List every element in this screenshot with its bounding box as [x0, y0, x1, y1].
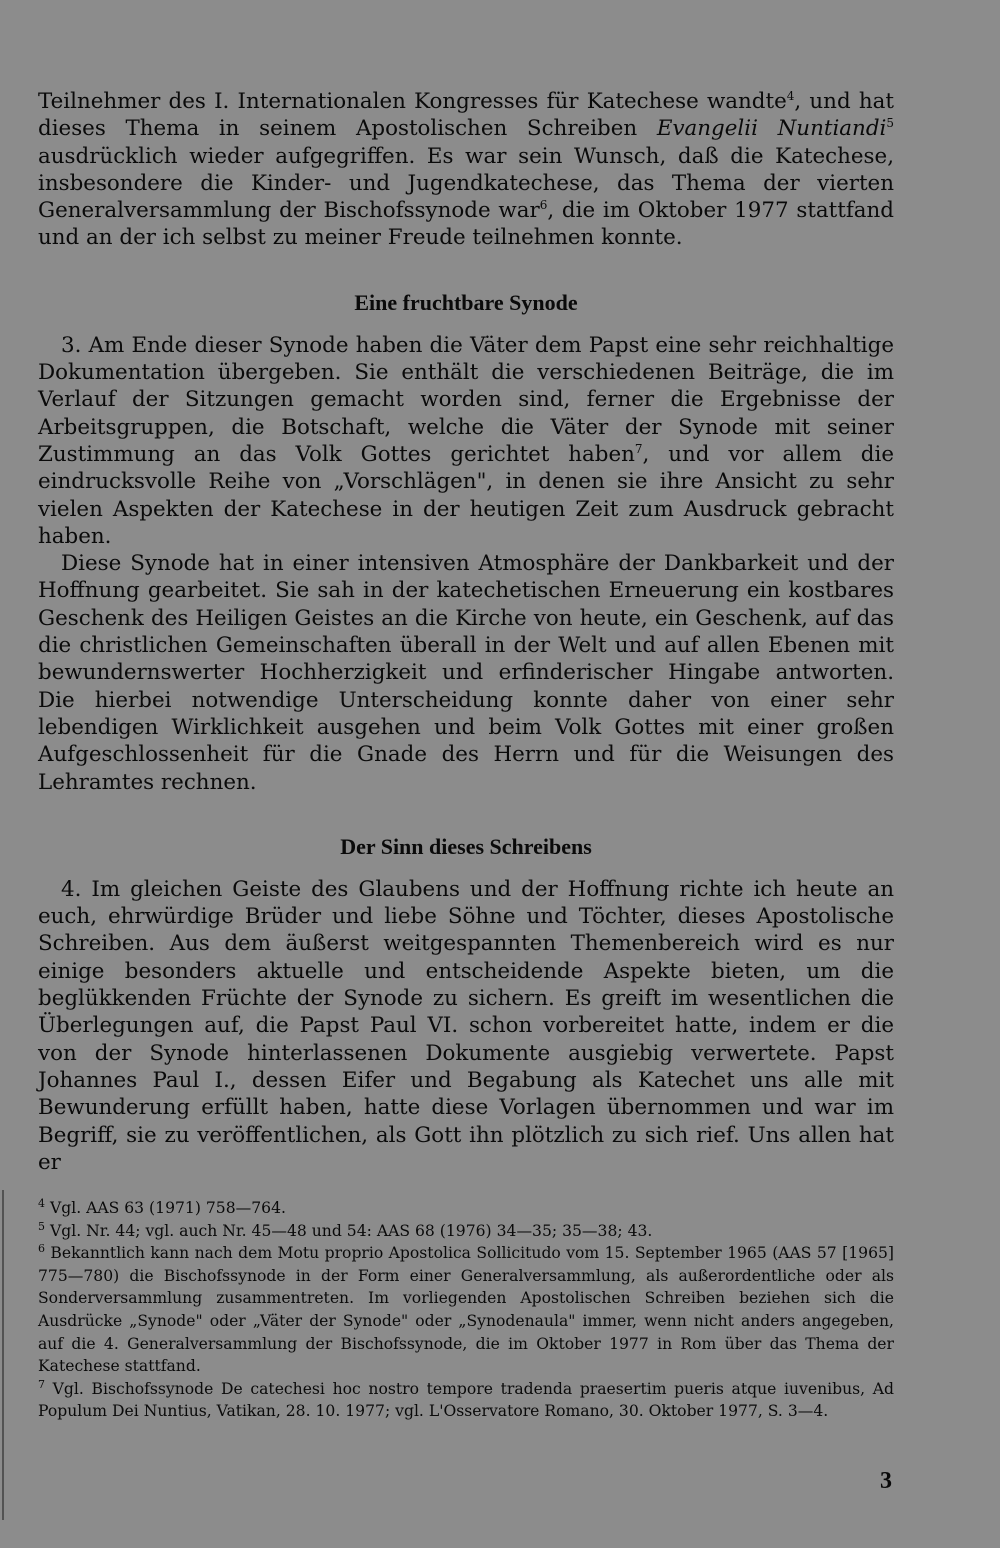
- footnote-ref-6: 6: [539, 198, 548, 213]
- section-heading-synode: Eine fruchtbare Synode: [354, 289, 578, 315]
- page-number: 3: [880, 1468, 892, 1494]
- footnote-number: 4: [38, 1196, 45, 1210]
- paragraph-2-text-b: , und vor allem die eindrucksvolle Reihe von „Vorschlägen", in denen sie ihre Ansicht zu sehr vielen Aspekten der Katechese in der heutigen Zeit zum Ausdruck gebracht haben.: [38, 441, 894, 549]
- footnote-ref-7: 7: [634, 441, 643, 456]
- footnotes: [38, 1197, 894, 1423]
- paragraph-1: [38, 88, 894, 252]
- paragraph-2: [38, 332, 894, 550]
- paragraph-1-text-b: , und hat dieses Thema in seinem Apostolischen Schreiben: [38, 89, 894, 142]
- paragraph-1-text-d: , die im Oktober 1977 stattfand und an der ich selbst zu meiner Freude teilnehmen konnte.: [38, 198, 894, 251]
- footnote-5: [38, 1220, 894, 1243]
- page-body: [38, 88, 894, 1176]
- footnote-ref-5: 5: [886, 116, 894, 131]
- footnote-number: 5: [38, 1219, 45, 1233]
- footnote-number: 6: [38, 1242, 45, 1255]
- footnote-number: 7: [38, 1377, 45, 1391]
- footnote-text: Bekanntlich kann nach dem Motu proprio Apostolica Sollicitudo vom 15. September 1965 (AAS 57 [1965] 775—780) die Bischofssynode in der Form einer Generalversammlung, als außerordentliche oder als Sonderversammlung zusammentreten. Im vorliegenden Apostolischen Schreiben beziehen sich die Ausdrücke „Synode" oder „Väter der Synode" oder „Synodenaula" immer, wenn nicht anders angegeben, auf die 4. Generalversammlung der Bischofssynode, die im Oktober 1977 in Rom über das Thema der Katechese stattfand.: [38, 1244, 894, 1376]
- footnote-text: Vgl. Bischofssynode De catechesi hoc nostro tempore tradenda praesertim pueris atque iuvenibus, Ad Populum Dei Nuntius, Vatikan, 28. 10. 1977; vgl. L'Osservatore Romano, 30. Oktober 1977, S. 3—4.: [38, 1379, 894, 1421]
- footnote-text: Vgl. AAS 63 (1971) 758—764.: [45, 1199, 286, 1217]
- footnote-ref-4: 4: [786, 88, 795, 103]
- italic-title: Evangelii Nuntiandi: [656, 116, 887, 142]
- paragraph-2-text-a: 3. Am Ende dieser Synode haben die Väter dem Papst eine sehr reichhaltige Dokumentation übergeben. Sie enthält die verschiedenen Beiträge, die im Verlauf der Sitzungen gemacht worden sind, ferner die Ergebnisse der Arbeitsgruppen, die Botschaft, welche die Väter der Synode mit seiner Zustimmung an das Volk Gottes gerichtet haben: [38, 332, 894, 467]
- scan-edge-line: [2, 1190, 4, 1520]
- paragraph-1-text-c: ausdrücklich wieder aufgegriffen. Es war sein Wunsch, daß die Katechese, insbesondere die Kinder- und Jugendkatechese, das Thema der vierten Generalversammlung der Bischofssynode war: [38, 143, 894, 224]
- paragraph-3: Diese Synode hat in einer intensiven Atmosphäre der Dankbarkeit und der Hoffnung gearbeitet. Sie sah in der katechetischen Erneuerung ein kostbares Geschenk des Heiligen Geistes an die Kirche von heute, ein Geschenk, auf das die christlichen Gemeinschaften überall in der Welt und auf allen Ebenen mit bewundernswerter Hochherzigkeit und erfinderischer Hingabe antworten. Die hierbei notwendige Unterscheidung konnte daher von einer sehr lebendigen Wirklichkeit ausgehen und beim Volk Gottes mit einer großen Aufgeschlossenheit für die Gnade des Herrn und für die Weisungen des Lehramtes rechnen.: [38, 551, 894, 795]
- paragraph-1-text-a: Teilnehmer des I. Internationalen Kongresses für Katechese wandte: [38, 89, 787, 114]
- section-heading-sinn: Der Sinn dieses Schreibens: [340, 833, 592, 859]
- footnote-7: [38, 1378, 894, 1423]
- footnote-text: Vgl. Nr. 44; vgl. auch Nr. 45—48 und 54: AAS 68 (1976) 34—35; 35—38; 43.: [45, 1221, 653, 1240]
- paragraph-4: 4. Im gleichen Geiste des Glaubens und der Hoffnung richte ich heute an euch, ehrwürdige Brüder und liebe Söhne und Töchter, dieses Apostolische Schreiben. Aus dem äußerst weitgespannten Themenbereich wird es nur einige besonders aktuelle und entscheidende Aspekte bieten, um die beglükkenden Früchte der Synode zu sichern. Es greift im wesentlichen die Überlegungen auf, die Papst Paul VI. schon vorbereitet hatte, indem er die von der Synode hinterlassenen Dokumente ausgiebig verwertete. Papst Johannes Paul I., dessen Eifer und Begabung als Katechet uns alle mit Bewunderung erfüllt haben, hatte diese Vorlagen übernommen und war im Begriff, sie zu veröffentlichen, als Gott ihn plötzlich zu sich rief. Uns allen hat er: [38, 876, 894, 1175]
- footnote-4: [38, 1197, 894, 1220]
- footnote-6: [38, 1242, 894, 1378]
